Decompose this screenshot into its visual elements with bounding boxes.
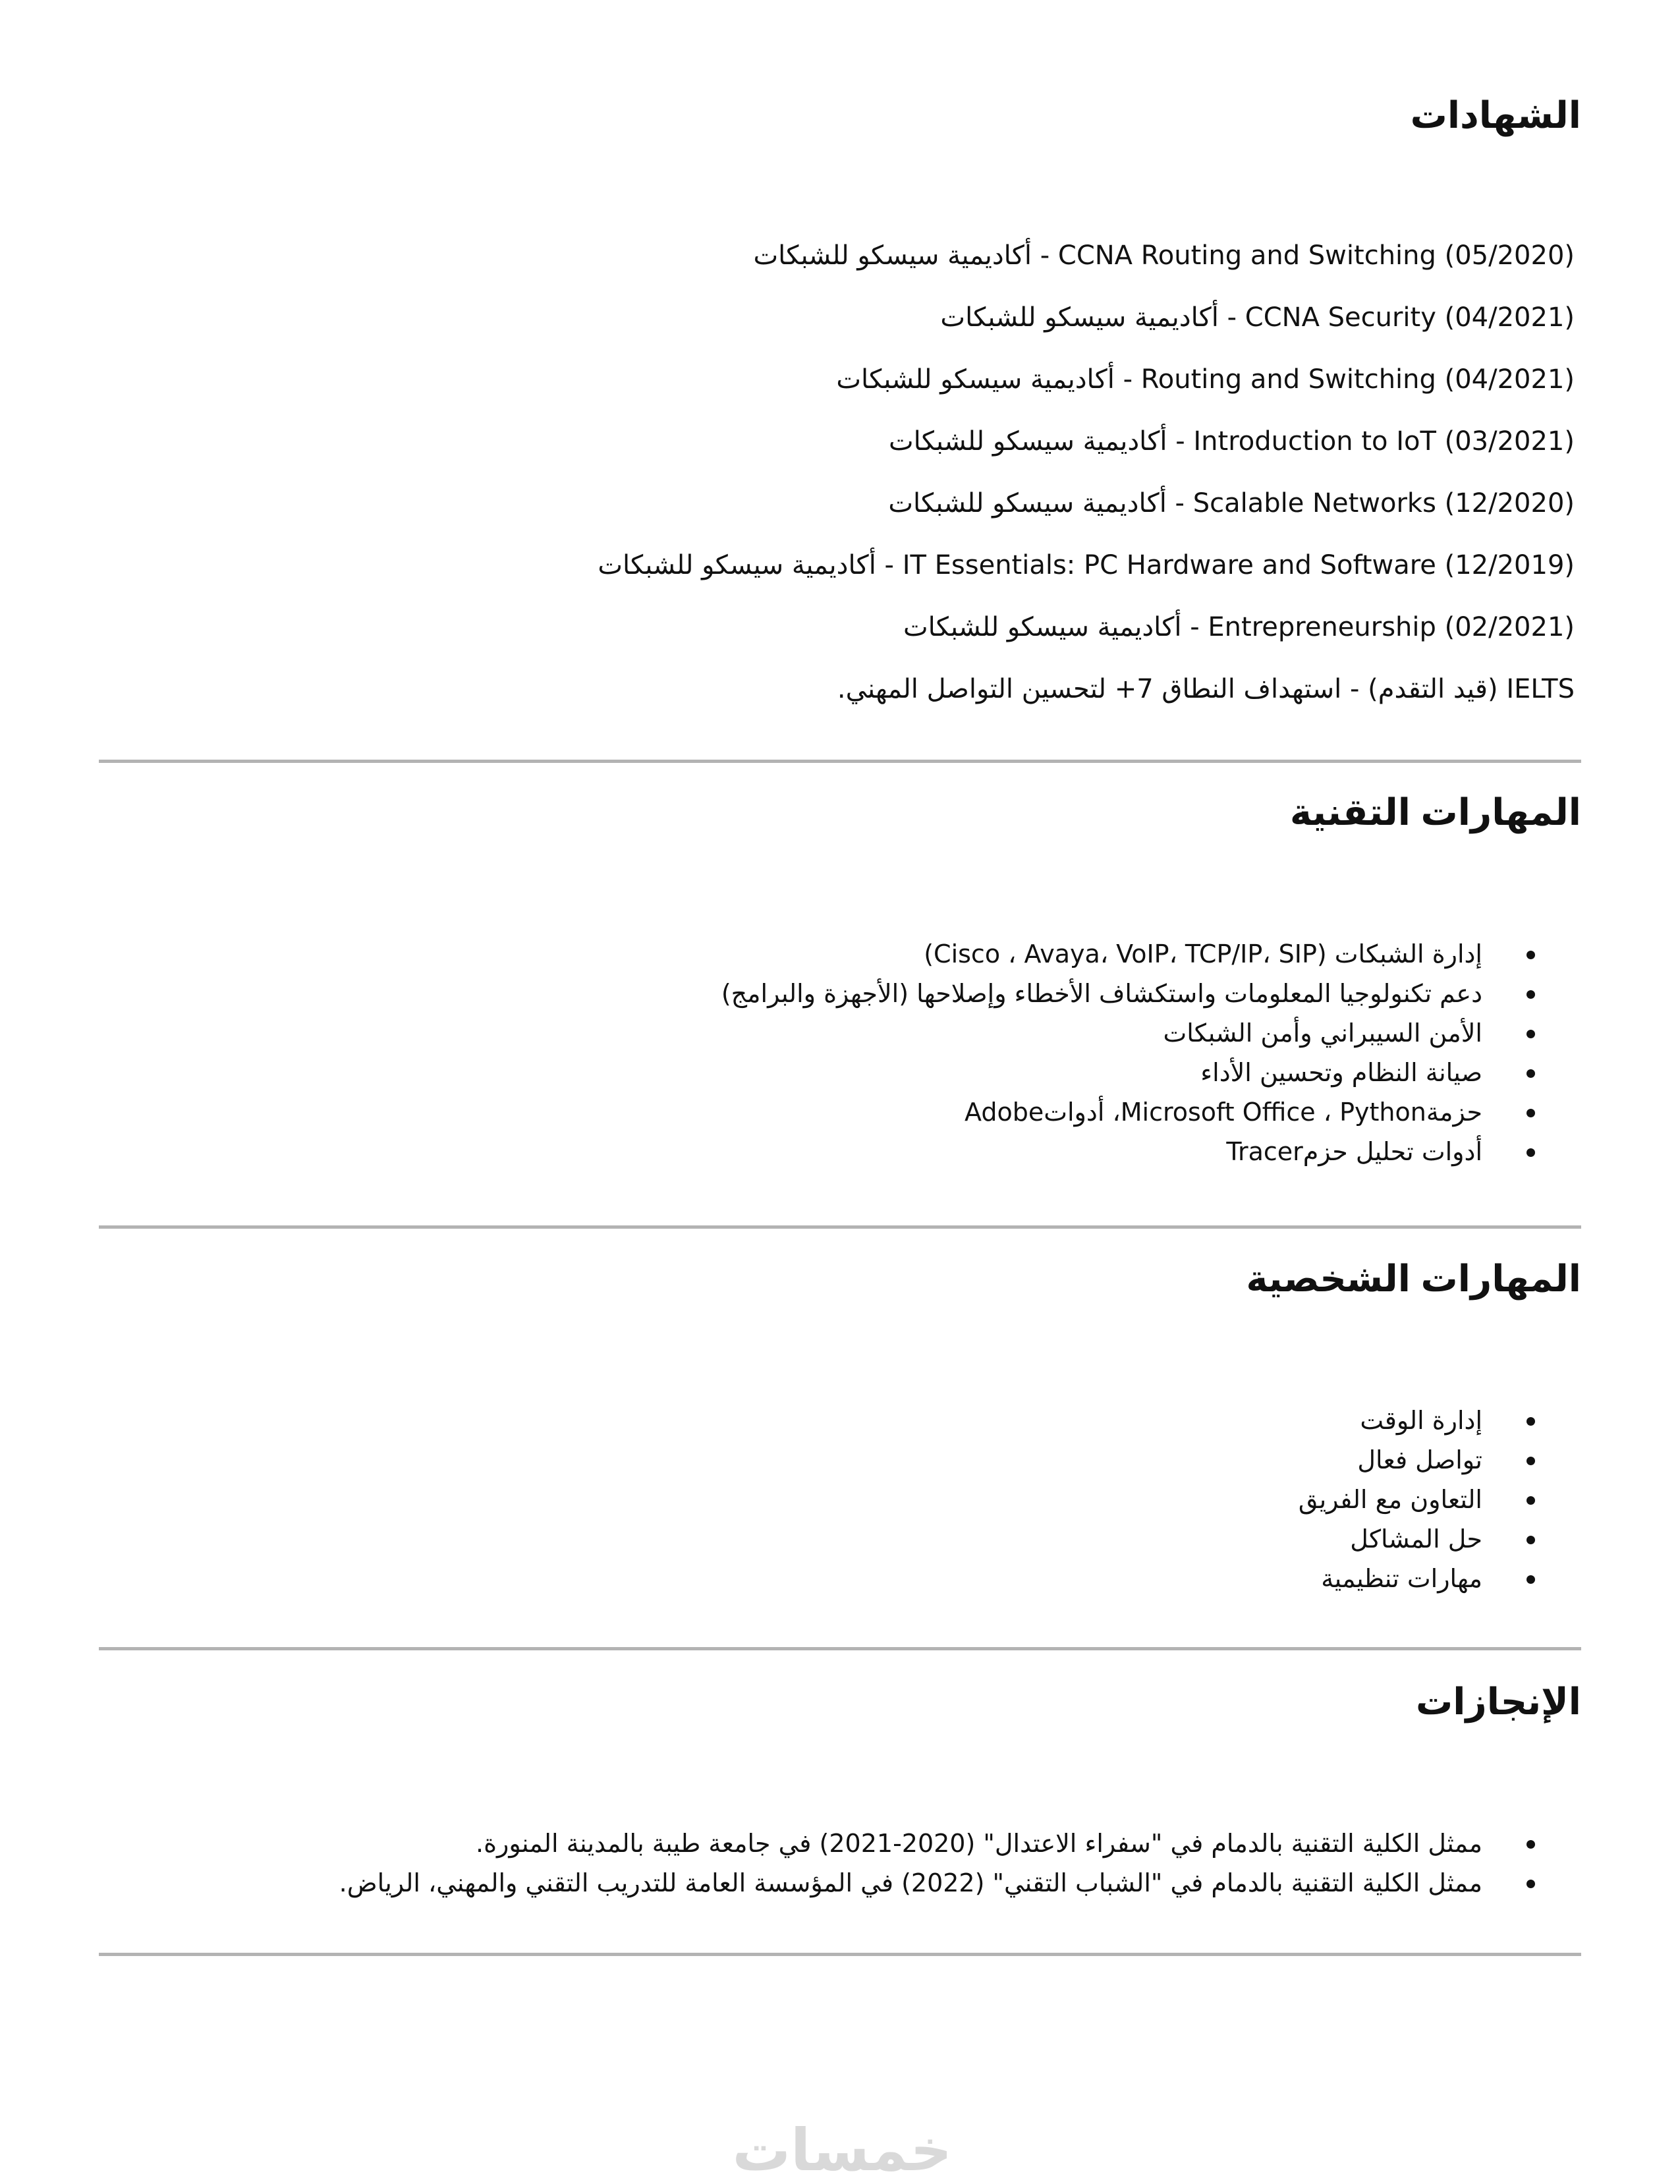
certificate-item: IELTS (قيد التقدم) - استهداف النطاق 7+ لتحسين التواصل المهني. (837, 674, 1575, 704)
bullet-icon (1526, 1069, 1535, 1078)
bullet-icon (1526, 1496, 1535, 1505)
list-item (721, 1092, 1581, 1132)
bullet-icon (1526, 951, 1535, 959)
technical-skills-list (721, 934, 1581, 1171)
skill-text: حزمةMicrosoft Office ، Python، أدواتAdobe (965, 1098, 1482, 1127)
list-item (1299, 1519, 1581, 1559)
achievement-text: ممثل الكلية التقنية بالدمام في "سفراء الاعتدال" (2020-2021) في جامعة طيبة بالمدينة المنورة. (476, 1829, 1482, 1858)
personal-skills-list (1299, 1401, 1581, 1598)
achievements-heading: الإنجازات (1415, 1681, 1581, 1722)
certificates-heading: الشهادات (1410, 94, 1581, 136)
skill-text: صيانة النظام وتحسين الأداء (1200, 1058, 1482, 1087)
bullet-icon (1526, 1148, 1535, 1157)
skill-text: مهارات تنظيمية (1321, 1564, 1482, 1593)
bullet-icon (1526, 1030, 1535, 1038)
resume-page (99, 0, 1581, 2174)
achievements-list (339, 1824, 1581, 1903)
section-divider (99, 1225, 1581, 1229)
list-item (1299, 1559, 1581, 1598)
section-divider (99, 760, 1581, 763)
certificate-item: IT Essentials: PC Hardware and Software (12/2019) - أكاديمية سيسكو للشبكات (598, 550, 1575, 580)
skill-text: إدارة الوقت (1360, 1406, 1482, 1435)
list-item (339, 1824, 1581, 1863)
list-item (721, 1132, 1581, 1171)
bullet-icon (1526, 1457, 1535, 1465)
list-item (339, 1863, 1581, 1903)
skill-text: أدوات تحليل حزمTracer (1226, 1137, 1482, 1166)
skill-text: التعاون مع الفريق (1298, 1485, 1482, 1514)
bullet-icon (1526, 1840, 1535, 1849)
bullet-icon (1526, 1109, 1535, 1117)
certificate-item: Routing and Switching (04/2021) - أكاديمية سيسكو للشبكات (836, 364, 1575, 395)
skill-text: إدارة الشبكات (Cisco ، Avaya، VoIP، TCP/IP، SIP) (924, 939, 1482, 968)
certificates-list (598, 236, 1575, 731)
section-divider (99, 1647, 1581, 1650)
certificate-item: Scalable Networks (12/2020) - أكاديمية سيسكو للشبكات (888, 488, 1575, 518)
watermark-logo: خمسات (732, 2116, 952, 2184)
bullet-icon (1526, 1417, 1535, 1426)
bullet-icon (1526, 990, 1535, 999)
certificate-item: Entrepreneurship (02/2021) - أكاديمية سيسكو للشبكات (903, 612, 1575, 642)
bullet-icon (1526, 1536, 1535, 1544)
list-item (1299, 1401, 1581, 1440)
skill-text: دعم تكنولوجيا المعلومات واستكشاف الأخطاء وإصلاحها (الأجهزة والبرامج) (721, 979, 1482, 1008)
list-item (721, 974, 1581, 1013)
personal-skills-heading: المهارات الشخصية (1246, 1258, 1581, 1299)
list-item (1299, 1480, 1581, 1519)
skill-text: الأمن السيبراني وأمن الشبكات (1163, 1019, 1482, 1048)
technical-skills-heading: المهارات التقنية (1289, 791, 1581, 833)
achievement-text: ممثل الكلية التقنية بالدمام في "الشباب التقني" (2022) في المؤسسة العامة للتدريب التقني والمهني، الرياض. (339, 1868, 1482, 1897)
bullet-icon (1526, 1575, 1535, 1584)
list-item (721, 1013, 1581, 1053)
bullet-icon (1526, 1880, 1535, 1888)
list-item (721, 1053, 1581, 1092)
certificate-item: Introduction to IoT (03/2021) - أكاديمية سيسكو للشبكات (889, 426, 1575, 457)
certificate-item: CCNA Security (04/2021) - أكاديمية سيسكو للشبكات (940, 302, 1575, 333)
skill-text: حل المشاكل (1350, 1525, 1482, 1554)
certificate-item: CCNA Routing and Switching (05/2020) - أكاديمية سيسكو للشبكات (753, 240, 1575, 271)
skill-text: تواصل فعال (1357, 1445, 1482, 1474)
list-item (721, 934, 1581, 974)
section-divider (99, 1953, 1581, 1956)
list-item (1299, 1440, 1581, 1480)
